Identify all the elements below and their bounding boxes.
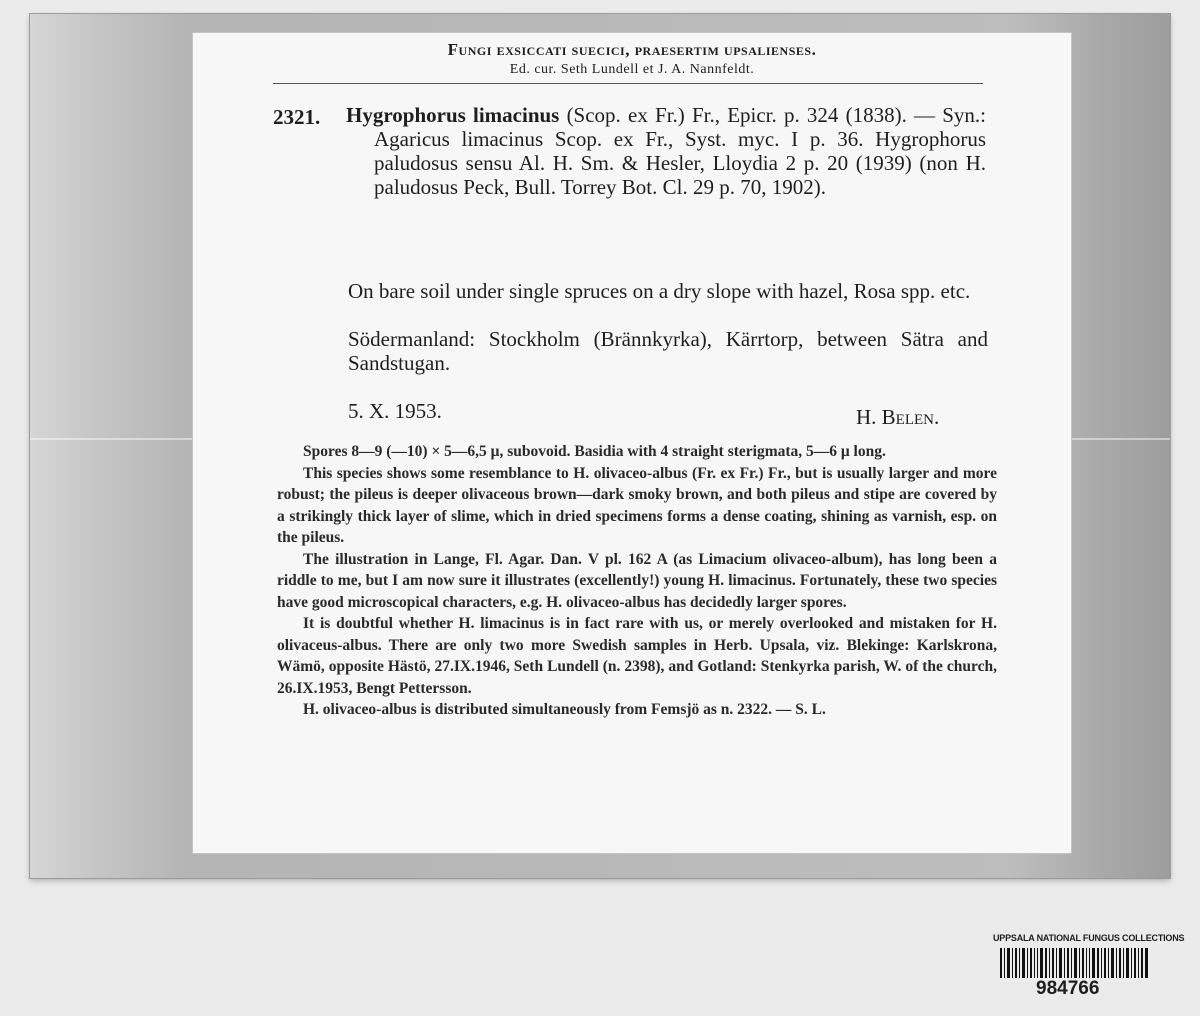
habitat-text: On bare soil under single spruces on a dry slope with hazel, Rosa spp. etc. xyxy=(348,279,971,303)
collector-name: H. Bεlεν. xyxy=(856,405,940,429)
taxon-citation: (Scop. ex Fr.) Fr., Epicr. p. 324 (1838). — Syn.: Agaricus limacinus Scop. ex Fr., Syst. myc. I p. 36. Hygrophorus paludosus sensu Al. H. Sm. & Hesler, Lloydia 2 p. 20 (1939) (non H. paludosus Peck, Bull. Torrey Bot. Cl. 29 p. 70, 1902). xyxy=(374,103,987,199)
label-notes xyxy=(277,441,997,721)
barcode-image xyxy=(1000,948,1148,978)
collection-date: 5. X. 1953. xyxy=(348,399,442,423)
exsiccata-number: 2321. xyxy=(273,105,321,129)
specimen-label xyxy=(193,33,1071,853)
note-paragraph: The illustration in Lange, Fl. Agar. Dan. V pl. 162 A (as Limacium olivaceo-album), has long been a riddle to me, but I am now sure it illustrates (excellently!) young H. limacinus. Fortunately, these two species have good microscopical characters, e.g. H. olivaceo-albus has decidedly larger spores. xyxy=(277,550,997,611)
locality-text: Södermanland: Stockholm (Brännkyrka), Kärrtorp, between Sätra and Sandstugan. xyxy=(348,327,988,375)
label-series-title: Fungi exsiccati suecici, praesertim upsalienses. xyxy=(447,40,817,59)
note-paragraph: H. olivaceo-albus is distributed simultaneously from Femsjö as n. 2322. — S. L. xyxy=(303,701,826,718)
barcode-institution: UPPSALA NATIONAL FUNGUS COLLECTIONS xyxy=(993,933,1185,943)
label-divider xyxy=(273,83,983,84)
label-editors: Ed. cur. Seth Lundell et J. A. Nannfeldt. xyxy=(509,62,755,77)
note-paragraph: Spores 8—9 (—10) × 5—6,5 μ, subovoid. Basidia with 4 straight sterigmata, 5—6 μ long. xyxy=(303,443,886,460)
barcode-number: 984766 xyxy=(1036,978,1100,999)
taxon-name: Hygrophorus limacinus xyxy=(346,103,560,127)
note-paragraph: This species shows some resemblance to H. olivaceo-albus (Fr. ex Fr.) Fr., but is usually larger and more robust; the pileus is deeper olivaceous brown—dark smoky brown, and both pileus and stipe are covered by a strikingly thick layer of slime, which in dried specimens forms a dense coating, shining as varnish, esp. on the pileus. xyxy=(277,464,997,546)
taxon-entry xyxy=(346,103,986,199)
note-paragraph: It is doubtful whether H. limacinus is in fact rare with us, or merely overlooked and mistaken for H. olivaceus-albus. There are only two more Swedish samples in Herb. Upsala, viz. Blekinge: Karlskrona, Wämö, opposite Hästö, 27.IX.1946, Seth Lundell (n. 2398), and Gotland: Stenkyrka parish, W. of the church, 26.IX.1953, Bengt Pettersson. xyxy=(277,615,997,697)
